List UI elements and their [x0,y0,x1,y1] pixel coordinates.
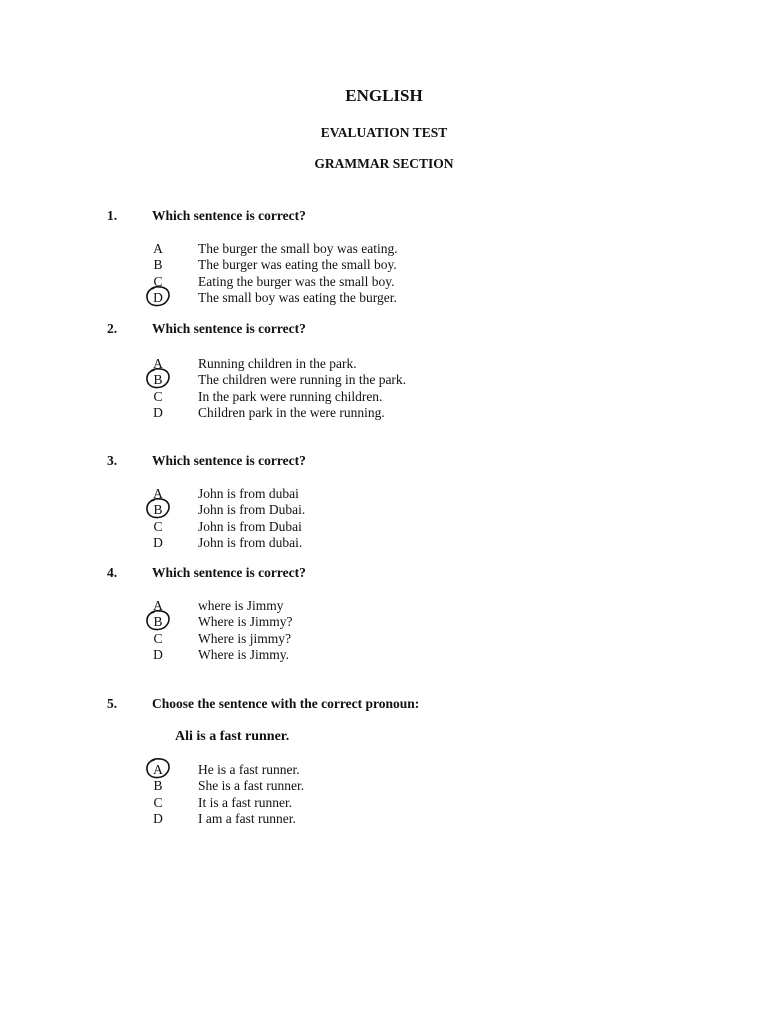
question-text: Choose the sentence with the correct pronoun: [152,696,420,711]
option-text: The burger was eating the small boy. [198,257,397,273]
page-title: ENGLISH [345,86,423,105]
option-c [0,518,768,535]
option-a [0,240,768,257]
option-letter: C [153,630,163,646]
option-d [0,404,768,421]
question-prompt: Ali is a fast runner. [175,729,290,744]
option-letter: A [153,356,163,371]
option-d [0,534,768,551]
option-text: Where is Jimmy? [198,614,293,630]
option-a [0,597,768,614]
option-text: Where is jimmy? [198,630,291,646]
option-letter: D [153,647,163,663]
option-text: I am a fast runner. [198,811,296,827]
option-letter: D [153,811,163,827]
option-b [0,777,768,794]
option-letter: C [153,518,163,534]
option-letter: A [153,486,163,501]
option-letter: A [153,241,163,256]
option-c [0,630,768,647]
option-b [0,613,768,630]
option-text: The burger the small boy was eating. [198,241,398,256]
option-d [0,289,768,306]
question-number: 1. [107,208,118,223]
option-d [0,810,768,827]
option-a [0,485,768,502]
option-text: The children were running in the park. [198,372,407,388]
option-text: Eating the burger was the small boy. [198,273,395,289]
option-text: He is a fast runner. [198,762,300,777]
option-letter: A [153,762,163,777]
option-c [0,794,768,811]
option-b [0,501,768,518]
option-text: John is from dubai [198,486,299,501]
question-text: Which sentence is correct? [152,453,306,468]
option-text: It is a fast runner. [198,794,293,810]
question-number: 3. [107,453,118,468]
section-title: GRAMMAR SECTION [314,156,454,171]
option-letter: D [153,405,163,421]
question-text: Which sentence is correct? [152,208,306,223]
option-text: John is from Dubai [198,518,302,534]
test-subtitle: EVALUATION TEST [320,125,448,140]
option-text: John is from dubai. [198,535,303,551]
option-c [0,273,768,290]
option-text: Where is Jimmy. [198,647,289,663]
option-text: John is from Dubai. [198,502,306,518]
option-a [0,355,768,372]
option-text: Children park in the were running. [198,405,385,421]
option-letter: D [153,535,163,551]
option-letter: C [153,388,163,404]
question-number: 4. [107,565,118,580]
option-text: In the park were running children. [198,388,383,404]
option-letter: D [153,290,163,306]
option-c [0,388,768,405]
option-a [0,761,768,778]
option-letter: B [153,778,163,794]
option-letter: C [153,794,163,810]
option-text: The small boy was eating the burger. [198,290,397,306]
question-text: Which sentence is correct? [152,565,306,580]
option-letter: B [153,372,163,388]
option-text: Running children in the park. [198,356,357,371]
option-letter: B [153,502,163,518]
question-number: 2. [107,321,118,336]
option-b [0,256,768,273]
option-text: She is a fast runner. [198,778,305,794]
question-text: Which sentence is correct? [152,321,306,336]
option-letter: A [153,598,163,613]
option-letter: B [153,257,163,273]
option-text: where is Jimmy [198,598,284,613]
option-letter: B [153,614,163,630]
question-number: 5. [107,696,118,711]
option-letter: C [153,273,163,289]
option-d [0,646,768,663]
option-b [0,371,768,388]
